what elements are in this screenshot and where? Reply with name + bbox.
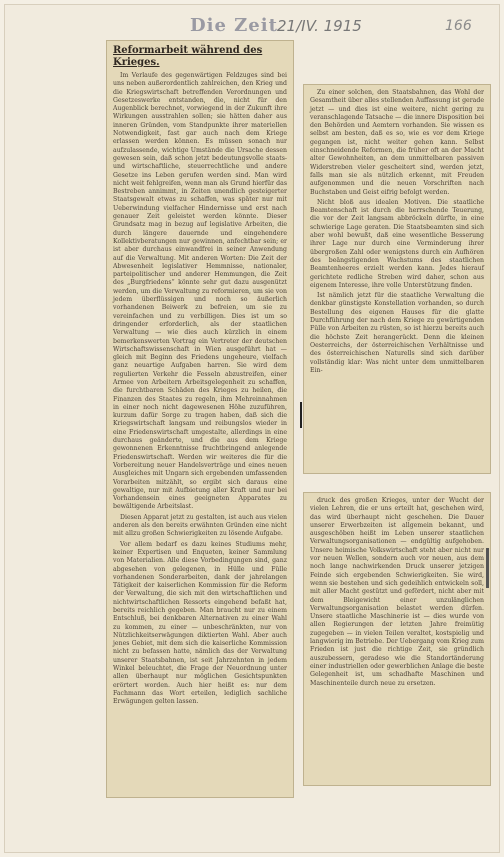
margin-line-mark bbox=[486, 548, 489, 588]
article-headline: Reformarbeit während des Krieges. bbox=[113, 45, 263, 68]
article-paragraph: Diesen Apparat jetzt zu gestalten, ist auch aus vielen anderen als den bereits erwähnten Gründen eine nicht mit allzu großen Schwierigkeiten zu lösende Aufgabe. bbox=[113, 513, 287, 538]
margin-bracket-mark bbox=[300, 402, 308, 428]
article-paragraph: druck des großen Krieges, unter der Wucht der vielen Lehren, die er uns erteilt hat, geschehen wird, das wird überhaupt nicht geschehen. Die Dauer unserer Erwerbzeiten ist allgemein bekannt, und ausgeschöben heißt im Leben unserer staatlichen Verwaltungsorganisationen — endgültig aufgehoben. Unsere heimische Volkswirtschaft steht aber nicht nur vor neuen Wellen, sondern auch vor neuen, aus dem noch lange nachwirkenden Druck unserer jetzigen Feinde sich ergebenden Schwierigkeiten. Sie wird, wenn sie bestehen und sich gedeihlich entwickeln soll, mit aller Macht gestützt und gefördert, nicht aber mit dem Bleigewicht einer unzulänglichen Verwaltungsorganisation belastet werden dürfen. Unsere staatliche Maschinerie ist — dies wurde von allen Regierungen der letzten Jahre freimütig zugegeben — in vielen Teilen veraltet, kostspielig und langwierig im Betriebe. Der Uebergang vom Krieg zum Frieden ist just die richtige Zeit, sie gründlich auszubessern, geradeso wie die Standortänderung einer industriellen oder gewerblichen Anlage die beste Gelegenheit ist, um schadhafte Maschinen und Maschinenteile durch neue zu ersetzen. bbox=[310, 497, 484, 687]
article-clipping-right-column-bottom bbox=[303, 492, 491, 786]
newspaper-masthead: Die Zeit bbox=[190, 15, 278, 36]
article-paragraph: Im Verlaufe des gegenwärtigen Feldzuges sind bei uns neben außerordentlich zahlreichen, den Krieg und die Kriegswirtschaft betreffenden Verordnungen und Gesetzeswerke entstanden, die, nicht für den Augenblick berechnet, vorwiegend in der Zukunft ihre Wirkungen ausstrahlen sollen; sie hätten daher aus inneren Gründen, vom Standpunkte ihrer materiellen Notwendigkeit, fast gar auch nach dem Kriege erlassen werden können. Es müssen sonach nur aufzulassende, wichtige Umstände die Ursache dessen gewesen sein, daß schon jetzt bedeutungsvolle staats- und wirtschaftliche, steuerrechtliche und andere Gesetze ins Leben gerufen werden sind. Man wird nicht weit fehlgreifen, wenn man als Grund hierfür das Bestreben annimmt, in Zeiten unendlich gesteigerter Staatsgewalt etwas zu schaffen, was später nur mit Ueberwindung vielfacher Hindernisse und erst nach genauer Zeit geleistet werden könnte. Dieser Grundsatz mag in bezug auf legislative Arbeiten, die durch längere dauernde und eingehendere Kollektivberatungen nur gewinnen, anfechtbar sein; er ist aber durchaus einwandfrei in seiner Anwendung auf die Verwaltung. Mit anderen Worten: Die Zeit der Abwesenheit legislativer Hemmnisse, nationaler, parteipolitischer und anderer Hemmungen, die Zeit des „Burgfriedens“ könnte sehr gut dazu ausgenützt werden, um die Verwaltung zu reformieren, um sie von jedem überflüssigen und noch so äußerlich vorhandenen Beiwerk zu befreien, um sie zu vereinfachen und zu verbilligen. Dies ist um so dringender erforderlich, als der staatlichen Verwaltung — wie dies auch kürzlich in einem bemerkenswerten Vortrag ein Vertreter der deutschen Wirtschaftswissenschaft in Wien ausgeführt hat — gleich mit Beginn des Friedens ungeheure, vielfach ganz neuartige Aufgaben harren. Sie wird dem regulierten Verkehr die Fesseln abzustreifen, einer Armee von Arbeitern Arbeitsgelegenheit zu schaffen, die furchtbaren Schäden des Krieges zu heilen, die Finanzen des Staates zu regeln, ihm Mehreinnahmen in einer noch nicht dagewesenen Höhe zuzuführen, kurzum dafür Sorge zu tragen haben, daß sich die Kriegswirtschaft langsam und reibungslos wieder in eine Friedenswirtschaft umgestalte, allerdings in eine durchaus geänderte, und die aus dem Kriege gewonnenen Erkenntnisse fruchtbringend anlegende Friedenswirtschaft. Werden wir weiteres die für die Vorbereitung neuer Handelsverträge und eines neuen Ausgleiches mit Ungarn sich ergebenden umfassenden Vorarbeiten mitzählt, so ergibt sich daraus eine gewaltige, nur mit Aufbietung aller Kraft und nur bei Vorhandensein eines geeigneten Apparates zu bewältigende Arbeitslast. bbox=[113, 72, 287, 511]
article-paragraph: Zu einer solchen, den Staatsbahnen, das Wohl der Gesamtheit über alles stellenden Auffassung ist gerade jetzt — und dies ist eine weitere, nicht gering zu veranschlagende Tatsache — die innere Disposition bei den Behörden und Aemtern vorhanden. Sie wissen es selbst am besten, daß es so, wie es vor dem Kriege gegangen ist, nicht weiter gehen kann. Selbst einschneidende Reformen, die früher oft an der Macht alter Gewohnheiten, an dem unmittelbaren passiven Widerstreben vieler gescheitert sind, werden jetzt, falls man sie als nützlich erkennt, mit Freuden aufgenommen und die neuen Vorschriften nach Buchstaben und Geist eifrig befolgt werden. bbox=[310, 89, 484, 196]
article-clipping-right-column-top bbox=[303, 84, 491, 474]
handwritten-page-number: 166 bbox=[445, 18, 472, 34]
article-paragraph: Vor allem bedarf es dazu keines Studiums mehr, keiner Expertisen und Enqueten, keiner Sammlung von Materialien. Alle diese Vorbedingungen sind, ganz abgesehen von gelegenen, in Hülle und Fülle vorhandenen Sonderarbeiten, dank der jahrelangen Tätigkeit der kaiserlichen Kommission für die Reform der Verwaltung, die sich mit den wirtschaftlichen und nichtwirtschaftlichen Ressorts eingehend befaßt hat, bereits reichlich gegeben. Man braucht nur zu einem Entschluß, bei denkbaren Alternativen zu einer Wahl zu kommen, zu einer — unbeschränkten, nur von Nützlichkeitserwägungen diktierten Wahl. Aber auch jenes Gebiet, mit dem sich die kaiserliche Kommission nicht zu befassen hatte, nämlich das der Verwaltung unserer Staatsbahnen, ist seit Jahrzehnten in jedem Winkel beleuchtet, die Frage der Neuordnung unter allen überhaupt nur möglichen Gesichtspunkten erörtert worden. Auch hier heißt es: nur dem Fachmann das Wort erteilen, lediglich sachliche Erwägungen gelten lassen. bbox=[113, 540, 287, 706]
handwritten-date: 21/IV. 1915 bbox=[277, 17, 362, 35]
article-paragraph: Ist nämlich jetzt für die staatliche Verwaltung die denkbar günstigste Konstellation vorhanden, so durch Bestellung des eigenen Hauses für die glatte Durchführung der nach dem Kriege zu gewärtigenden Fülle von Arbeiten zu rüsten, so ist hierzu bereits auch die höchste Zeit herangerückt. Denn die kleinen Oesterreichs, der österreichischen Verhältnisse und des österreichischen Naturells sind sich darüber vollständig klar: Was nicht unter dem unmittelbaren Ein- bbox=[310, 292, 484, 374]
article-clipping-left-column bbox=[106, 40, 294, 798]
article-paragraph: Nicht bloß aus idealen Motiven. Die staatliche Beamtenschaft ist durch die herrschende Teuerung, die vor der Zeit langsam abbröckeln dürfte, in eine schwierige Lage geraten. Die Staatsbeamten sind sich aber wohl bewußt, daß eine wesentliche Besserung ihrer Lage nur durch eine Verminderung ihrer übergroßen Zahl oder wenigstens durch ein Aufhören des beängstigenden Wachstums des staatlichen Beamtenheeres erzielt werden kann. Jedes hierauf gerichtete redliche Streben wird daher, schon aus eigenem Interesse, ihre volle Unterstützung finden. bbox=[310, 198, 484, 289]
